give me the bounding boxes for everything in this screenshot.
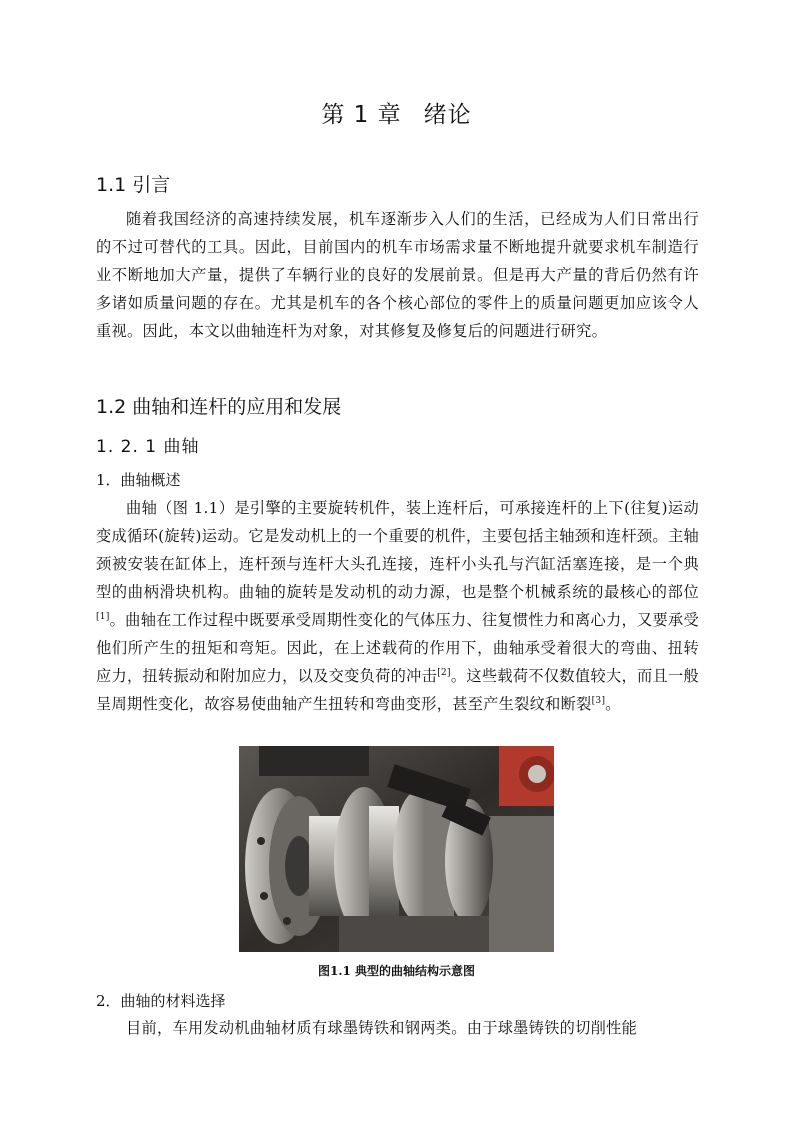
- citation-1: [1]: [96, 612, 110, 622]
- overview-text-b: 。曲轴在工作过程中既要承受周期性变化的气体压力、往复惯性力和离心力，又要承受他们所产生的扭矩和弯矩。因此，在上述载荷的作用下，曲轴承受着很大的弯曲、扭转应力，扭转振动和附加应力，以及交变负荷的冲击: [96, 611, 699, 685]
- subsection-heading-1-2-1: 1. 2. 1 曲轴: [96, 437, 200, 457]
- material-paragraph: 目前，车用发动机曲轴材质有球墨铸铁和钢两类。由于球墨铸铁的切削性能: [126, 1019, 638, 1037]
- crankshaft-photo-illustration: [239, 746, 554, 952]
- overview-text-a: 曲轴（图 1.1）是引擎的主要旋转机件，装上连杆后，可承接连杆的上下(往复)运动变成循环(旋转)运动。它是发动机上的一个重要的机件，主要包括主轴颈和连杆颈。主轴颈被安装在缸体上，连杆颈与连杆大头孔连接，连杆小头孔与汽缸活塞连接，是一个典型的曲柄滑块机构。曲轴的旋转是发动机的动力源，也是整个机械系统的最核心的部位: [96, 499, 699, 601]
- list-item-2-label: 2．曲轴的材料选择: [96, 992, 226, 1010]
- crankshaft-photo: [239, 746, 554, 952]
- crankshaft-overview-paragraph: [96, 494, 699, 718]
- chapter-number: 第 1 章: [321, 102, 402, 128]
- list-item-1-label: 1．曲轴概述: [96, 471, 181, 489]
- section-heading-1-1: 1.1 引言: [96, 174, 171, 196]
- figure-caption: 图1.1 典型的曲轴结构示意图: [317, 964, 476, 978]
- chapter-title: [0, 96, 793, 129]
- section-heading-1-2: 1.2 曲轴和连杆的应用和发展: [96, 396, 342, 418]
- overview-text-d: 。: [605, 695, 621, 713]
- chapter-name: 绪论: [423, 102, 472, 128]
- intro-text: 随着我国经济的高速持续发展，机车逐渐步入人们的生活，已经成为人们日常出行的不过可替代的工具。因此，目前国内的机车市场需求量不断地提升就要求机车制造行业不断地加大产量，提供了车辆行业的良好的发展前景。但是再大产量的背后仍然有许多诸如质量问题的存在。尤其是机车的各个核心部位的零件上的质量问题更加应该令人重视。因此，本文以曲轴连杆为对象，对其修复及修复后的问题进行研究。: [96, 210, 699, 340]
- citation-3: [3]: [591, 696, 606, 706]
- intro-paragraph: [96, 205, 699, 345]
- overview-text-c: 。这些载荷不仅数值较大，而且一般呈周期性变化，故容易使曲轴产生扭转和弯曲变形，甚至产生裂纹和断裂: [96, 667, 699, 713]
- citation-2: [2]: [437, 668, 451, 678]
